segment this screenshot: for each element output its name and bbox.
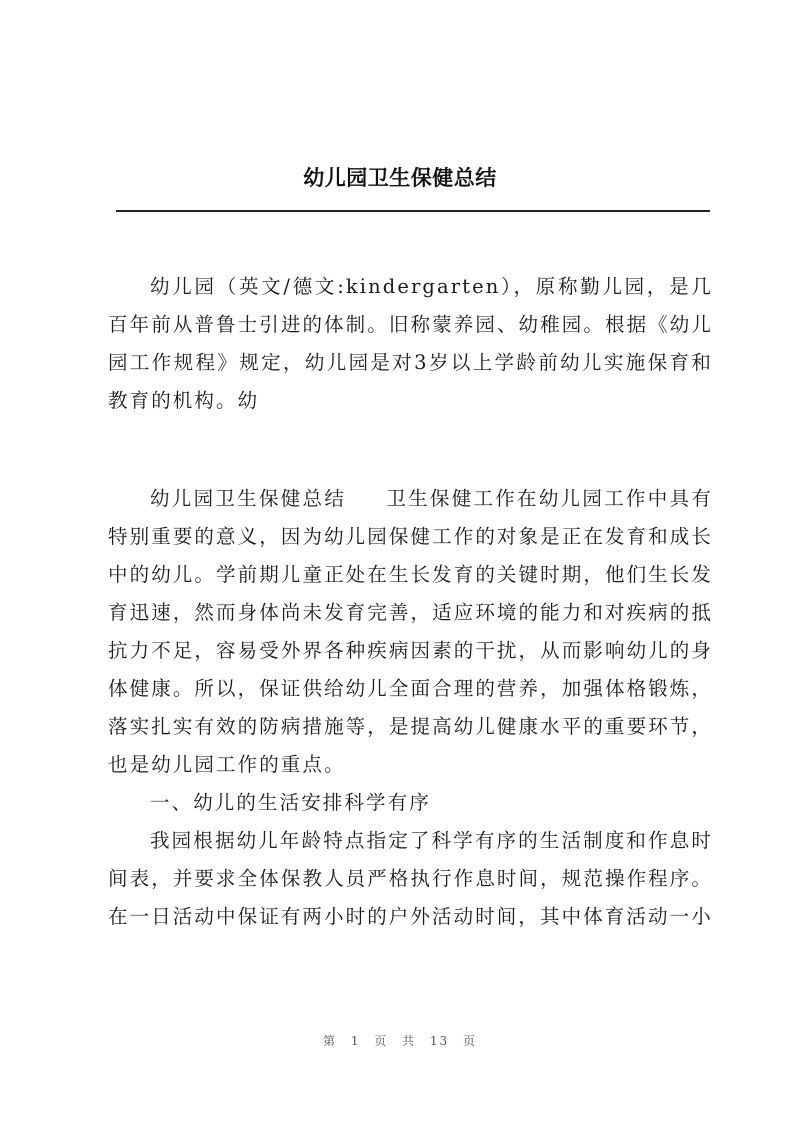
section-paragraph: 我园根据幼儿年龄特点指定了科学有序的生活制度和作息时间表，并要求全体保教人员严格执行作息时间，规范操作程序。在一日活动中保证有两小时的户外活动时间，其中体育活动一小 bbox=[108, 829, 713, 928]
summary-paragraph bbox=[108, 480, 713, 784]
section-heading: 一、幼儿的生活安排科学有序 bbox=[150, 791, 431, 814]
document-title: 幼儿园卫生保健总结 bbox=[303, 166, 497, 190]
summary-lead: 幼儿园卫生保健总结 bbox=[150, 487, 347, 510]
intro-block bbox=[108, 268, 713, 420]
intro-paragraph: 幼儿园（英文/德文:kindergarten），原称勤儿园，是几百年前从普鲁士引进的体制。旧称蒙养园、幼稚园。根据《幼儿园工作规程》规定，幼儿园是对3岁以上学龄前幼儿实施保育和教育的机构。幼 bbox=[108, 275, 713, 412]
title-underline bbox=[116, 210, 710, 212]
page-footer: 第 1 页 共 13 页 bbox=[323, 1034, 477, 1048]
summary-body: 卫生保健工作在幼儿园工作中具有特别重要的意义，因为幼儿园保健工作的对象是正在发育和成长中的幼儿。学前期儿童正处在生长发育的关键时期，他们生长发育迅速，然而身体尚未发育完善，适应环境的能力和对疾病的抵抗力不足，容易受外界各种疾病因素的干扰，从而影响幼儿的身体健康。所以，保证供给幼儿全面合理的营养，加强体格锻炼，落实扎实有效的防病措施等，是提高幼儿健康水平的重要环节，也是幼儿园工作的重点。 bbox=[108, 487, 713, 776]
content-block bbox=[108, 480, 713, 936]
